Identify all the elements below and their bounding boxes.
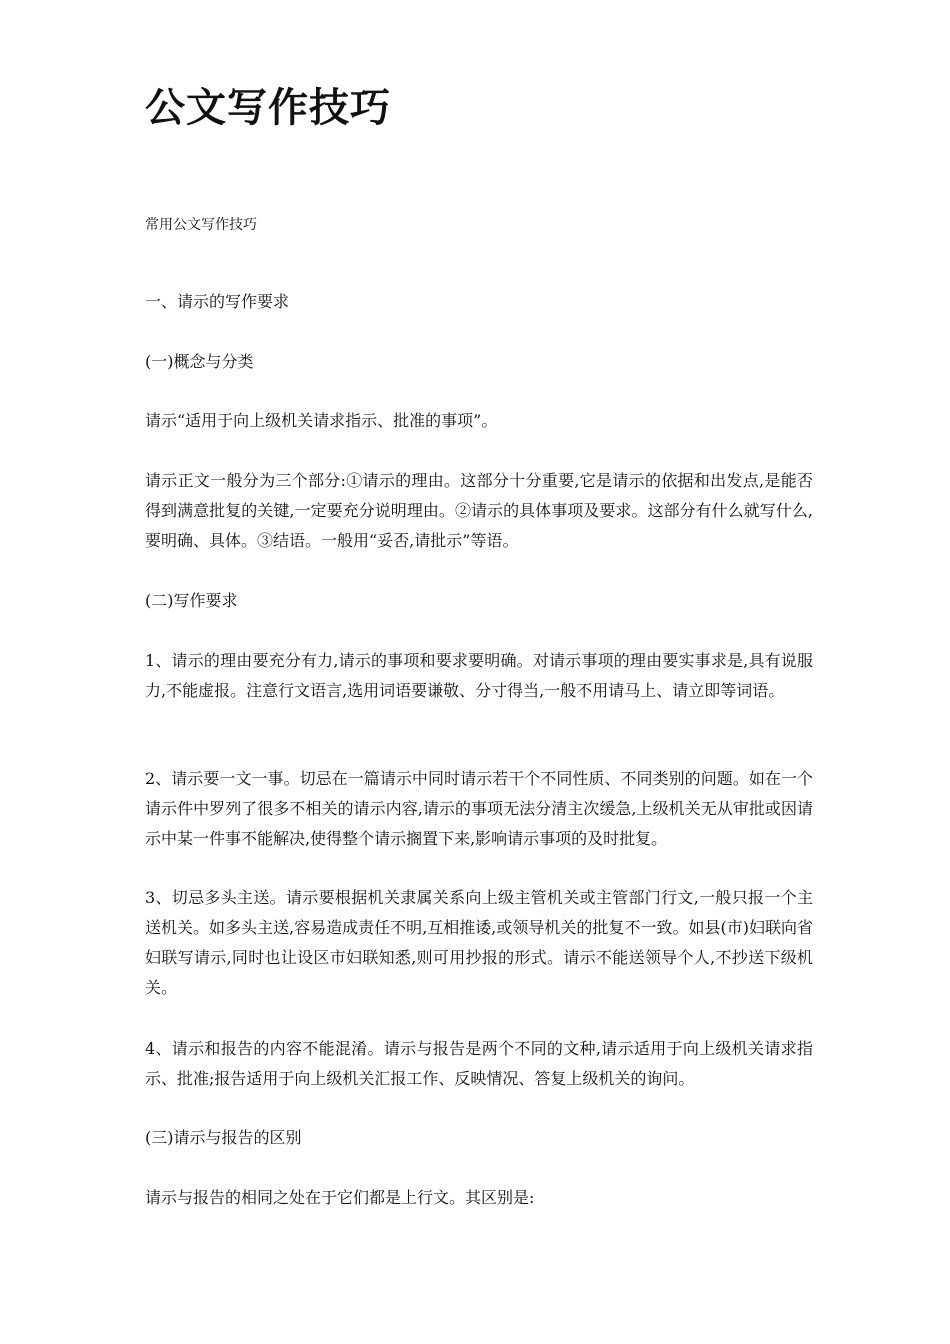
paragraph-comparison: 请示与报告的相同之处在于它们都是上行文。其区别是: [145,1188,535,1207]
subsection-heading-1: (一)概念与分类 [145,352,254,371]
subsection-heading-2: (二)写作要求 [145,591,238,610]
paragraph-requirement-1: 1、请示的理由要充分有力,请示的事项和要求要明确。对请示事项的理由要实事求是,具有说服力,不能虚报。注意行文语言,选用词语要谦敬、分寸得当,一般不用请马上、请立即等词语。 [145,651,813,700]
paragraph-definition: 请示“适用于向上级机关请求指示、批准的事项”。 [145,411,498,430]
subsection-heading-3: (三)请示与报告的区别 [145,1128,302,1147]
paragraph-structure: 请示正文一般分为三个部分:①请示的理由。这部分十分重要,它是请示的依据和出发点,是能否得到满意批复的关键,一定要充分说明理由。②请示的具体事项及要求。这部分有什么就写什么,要明确、具体。③结语。一般用“妥否,请批示”等语。 [145,471,813,550]
section-heading-1: 一、请示的写作要求 [145,292,290,311]
paragraph-requirement-2: 2、请示要一文一事。切忌在一篇请示中同时请示若干个不同性质、不同类别的问题。如在一个请示件中罗列了很多不相关的请示内容,请示的事项无法分清主次缓急,上级机关无从审批或因请示中某一件事不能解决,使得整个请示搁置下来,影响请示事项的及时批复。 [145,769,813,848]
paragraph-requirement-4: 4、请示和报告的内容不能混淆。请示与报告是两个不同的文种,请示适用于向上级机关请求指示、批准;报告适用于向上级机关汇报工作、反映情况、答复上级机关的询问。 [145,1039,813,1088]
document-title: 公文写作技巧 [145,84,391,131]
paragraph-requirement-3: 3、切忌多头主送。请示要根据机关隶属关系向上级主管机关或主管部门行文,一般只报一个主送机关。如多头主送,容易造成责任不明,互相推诿,或领导机关的批复不一致。如县(市)妇联向省妇联写请示,同时也让设区市妇联知悉,则可用抄报的形式。请示不能送领导个人,不抄送下级机关。 [145,888,813,997]
document-subtitle: 常用公文写作技巧 [145,217,257,233]
